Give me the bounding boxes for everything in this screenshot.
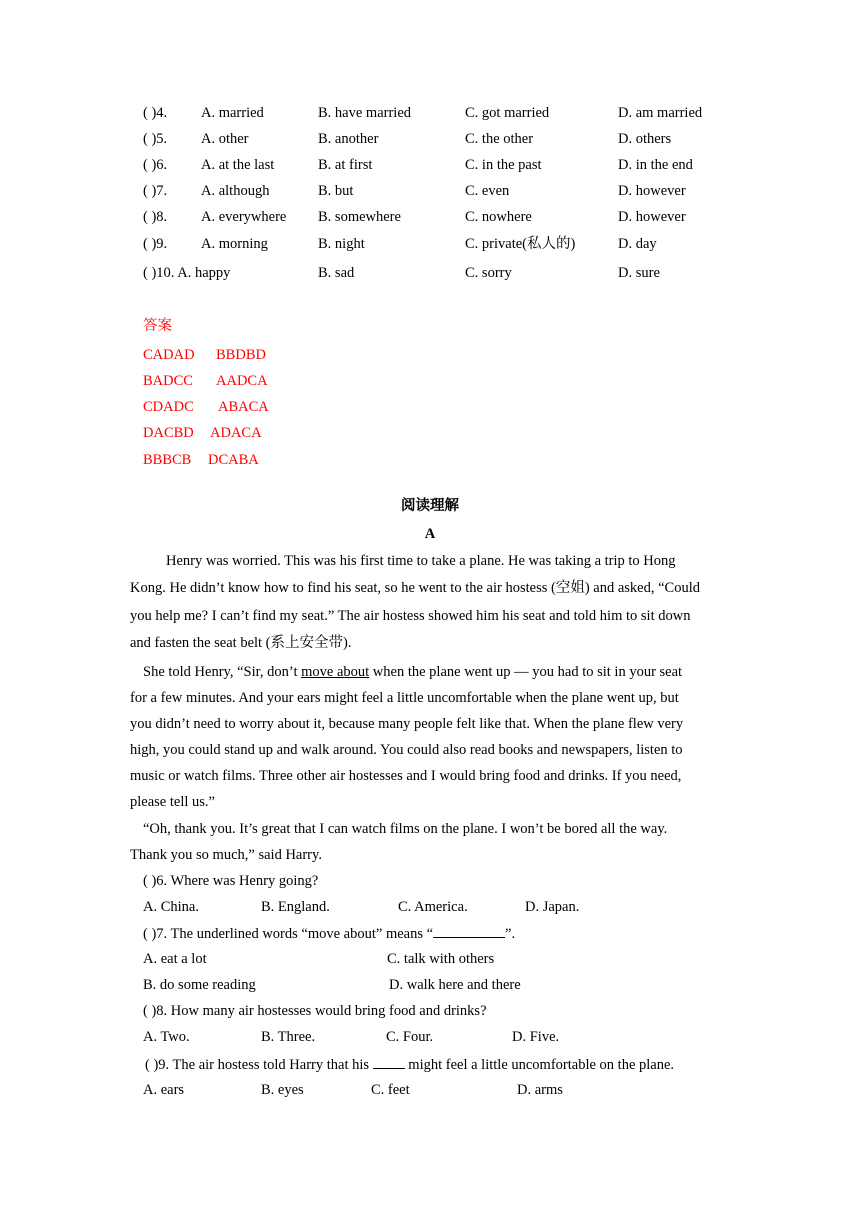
answer-row-right: BBDBD bbox=[216, 347, 266, 363]
option-d: D. walk here and there bbox=[389, 977, 521, 993]
passage-line: Thank you so much,” said Harry. bbox=[130, 847, 322, 863]
option-b: B. somewhere bbox=[318, 209, 401, 225]
question-number: ( )9. bbox=[143, 236, 168, 252]
answer-row-left: CADAD bbox=[143, 347, 195, 363]
option-c: C. the other bbox=[465, 131, 534, 147]
passage-line: you didn’t need to worry about it, because many people felt like that. When the plane flew very bbox=[130, 716, 684, 732]
option-d: D. however bbox=[618, 209, 686, 225]
answer-blank bbox=[433, 924, 505, 938]
question-number: ( )7. bbox=[143, 183, 168, 199]
question-number: ( )8. bbox=[143, 209, 168, 225]
option-a: A. everywhere bbox=[201, 209, 287, 225]
option-a: A. Two. bbox=[143, 1029, 190, 1045]
option-d: D. day bbox=[618, 236, 657, 252]
answer-label: 答案 bbox=[143, 318, 172, 334]
underlined-phrase: move about bbox=[301, 664, 370, 680]
option-b: B. do some reading bbox=[143, 977, 256, 993]
option-d: D. arms bbox=[517, 1082, 563, 1098]
option-b: B. have married bbox=[318, 105, 412, 121]
passage-line: Henry was worried. This was his first time to take a plane. He was taking a trip to Hong bbox=[166, 553, 676, 569]
passage-line: please tell us.” bbox=[130, 794, 215, 810]
question-number: ( )4. bbox=[143, 105, 168, 121]
option-d: D. am married bbox=[618, 105, 703, 121]
option-d: D. sure bbox=[618, 265, 660, 281]
option-b: B. night bbox=[318, 236, 365, 252]
passage-line: Kong. He didn’t know how to find his seat, so he went to the air hostess (空姐) and asked, “Could bbox=[130, 580, 700, 596]
option-a: A. married bbox=[201, 105, 264, 121]
answer-row-right: AADCA bbox=[216, 373, 268, 389]
option-d: D. Japan. bbox=[525, 899, 580, 915]
passage-line: high, you could stand up and walk around. You could also read books and newspapers, listen to bbox=[130, 742, 683, 758]
answer-row-right: DCABA bbox=[208, 452, 259, 468]
option-a: A. at the last bbox=[201, 157, 275, 173]
passage-line: music or watch films. Three other air hostesses and I would bring food and drinks. If you need, bbox=[130, 768, 682, 784]
section-title: 阅读理解 bbox=[401, 498, 459, 514]
option-b: B. Three. bbox=[261, 1029, 316, 1045]
option-c: C. Four. bbox=[386, 1029, 434, 1045]
part-label: A bbox=[424, 526, 436, 542]
answer-row-left: DACBD bbox=[143, 425, 194, 441]
option-b: B. sad bbox=[318, 265, 355, 281]
option-d: D. however bbox=[618, 183, 686, 199]
answer-row-left: BADCC bbox=[143, 373, 193, 389]
option-c: C. talk with others bbox=[387, 951, 495, 967]
option-b: B. eyes bbox=[261, 1082, 304, 1098]
option-b: B. at first bbox=[318, 157, 373, 173]
answer-row-left: CDADC bbox=[143, 399, 194, 415]
passage-line: “Oh, thank you. It’s great that I can watch films on the plane. I won’t be bored all the way. bbox=[143, 821, 668, 837]
option-a: A. ears bbox=[143, 1082, 185, 1098]
option-c: C. even bbox=[465, 183, 510, 199]
option-a: A. eat a lot bbox=[143, 951, 207, 967]
option-c: C. got married bbox=[465, 105, 550, 121]
question-stem: ( )9. The air hostess told Harry that his might feel a little uncomfortable on the plane. bbox=[145, 1057, 675, 1073]
option-b: B. another bbox=[318, 131, 379, 147]
option-b: B. but bbox=[318, 183, 354, 199]
option-b: B. England. bbox=[261, 899, 330, 915]
question-stem: ( )8. How many air hostesses would bring food and drinks? bbox=[143, 1003, 487, 1019]
question-number: ( )10. A. happy bbox=[143, 265, 231, 281]
option-c: C. nowhere bbox=[465, 209, 532, 225]
passage-line: and fasten the seat belt (系上安全带). bbox=[130, 635, 352, 651]
answer-row-right: ABACA bbox=[218, 399, 269, 415]
answer-blank bbox=[373, 1055, 405, 1069]
option-a: A. morning bbox=[201, 236, 268, 252]
question-number: ( )5. bbox=[143, 131, 168, 147]
option-c: C. America. bbox=[398, 899, 468, 915]
answer-row-left: BBBCB bbox=[143, 452, 192, 468]
option-c: C. sorry bbox=[465, 265, 512, 281]
question-stem: ( )6. Where was Henry going? bbox=[143, 873, 319, 889]
option-d: D. Five. bbox=[512, 1029, 560, 1045]
option-d: D. others bbox=[618, 131, 672, 147]
passage-line: She told Henry, “Sir, don’t move about when the plane went up — you had to sit in your seat bbox=[143, 664, 683, 680]
passage-line: for a few minutes. And your ears might feel a little uncomfortable when the plane went up, but bbox=[130, 690, 679, 706]
option-a: A. although bbox=[201, 183, 270, 199]
option-c: C. in the past bbox=[465, 157, 542, 173]
option-a: A. other bbox=[201, 131, 249, 147]
passage-line: you help me? I can’t find my seat.” The air hostess showed him his seat and told him to sit down bbox=[130, 608, 691, 624]
question-number: ( )6. bbox=[143, 157, 168, 173]
option-d: D. in the end bbox=[618, 157, 693, 173]
option-c: C. private(私人的) bbox=[465, 236, 576, 252]
option-c: C. feet bbox=[371, 1082, 410, 1098]
option-a: A. China. bbox=[143, 899, 199, 915]
answer-row-right: ADACA bbox=[210, 425, 262, 441]
question-stem: ( )7. The underlined words “move about” means “ ”. bbox=[143, 926, 516, 942]
